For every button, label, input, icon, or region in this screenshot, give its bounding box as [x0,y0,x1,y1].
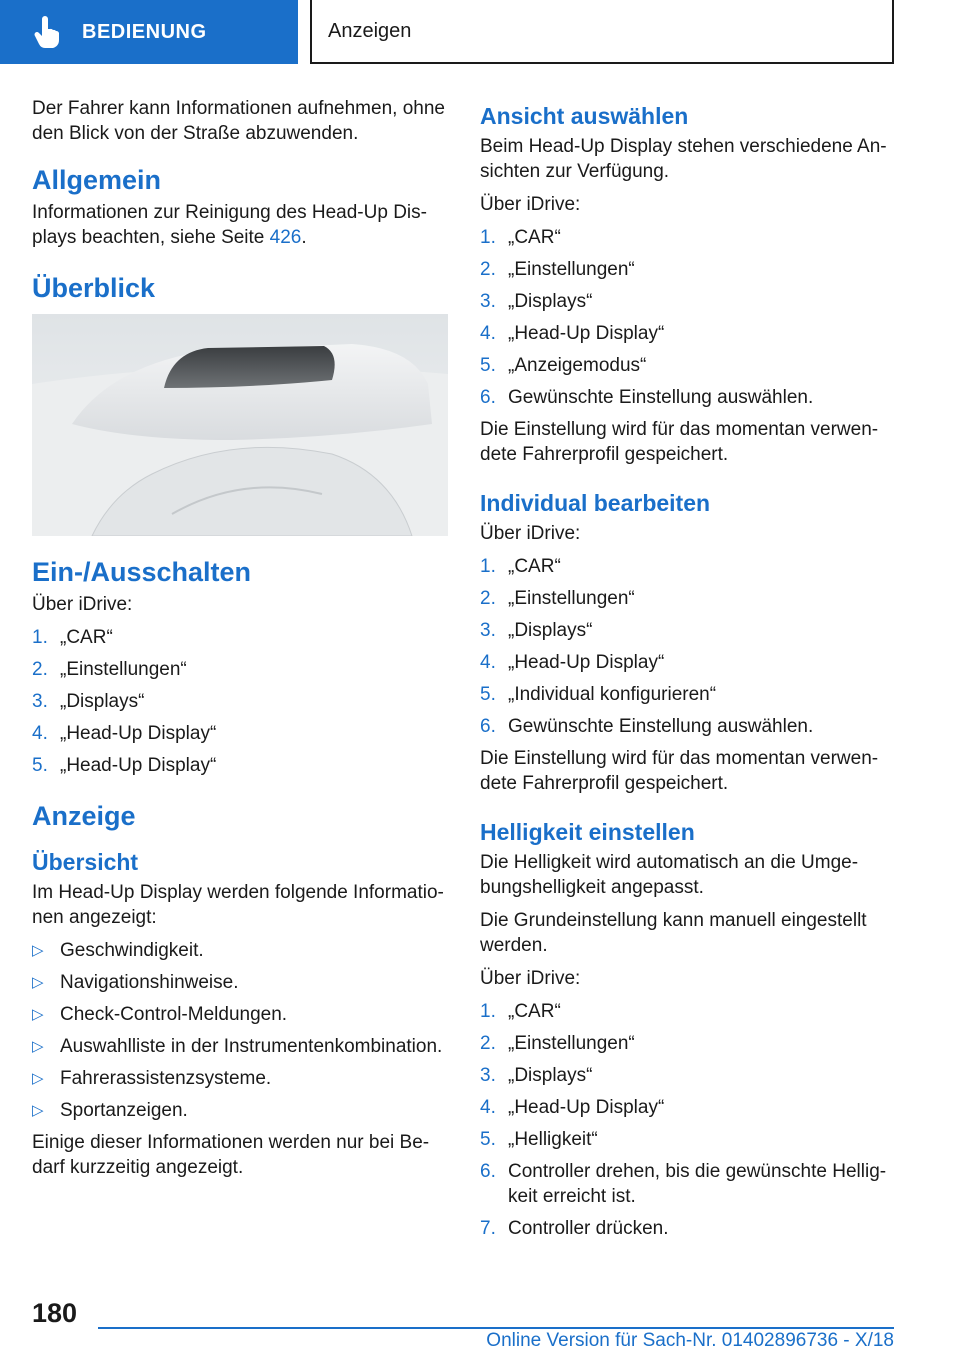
list-item: 1. „CAR“ [32,627,113,648]
list-item: 5. „Helligkeit“ [480,1129,598,1150]
anzeige-text: Im Head-Up Display werden folgende Informationen angezeigt: [32,882,444,928]
helligkeit-text1: Die Helligkeit wird automatisch an die Umgebungshelligkeit angepasst. [480,852,859,898]
list-item: 2. „Einstellungen“ [32,659,187,680]
list-item: 3. „Displays“ [480,291,593,312]
list-item: 6. Gewünschte Einstellung auswählen. [480,716,814,737]
triangle-right-icon: ▷ [32,1038,44,1055]
allgemein-text [32,200,448,250]
footer-online-version: Online Version für Sach-Nr. 01402896736 - X/18 [486,1330,894,1351]
list-item: 2. „Einstellungen“ [480,588,635,609]
individual-steps [480,554,896,739]
list-item: 3. „Displays“ [480,1065,593,1086]
individual-lead: Über iDrive: [480,523,581,544]
heading-ueberblick: Überblick [32,273,156,303]
list-item: 3. „Displays“ [480,620,593,641]
triangle-right-icon: ▷ [32,1102,44,1119]
triangle-right-icon: ▷ [32,974,44,991]
left-column [32,96,448,1188]
heading-uebersicht: Übersicht [32,849,139,875]
list-item: ▷ Auswahlliste in der Instrumentenkombination. [32,1036,443,1057]
heading-allgemein: Allgemein [32,165,162,195]
section-tab [0,0,298,64]
intro-text: Der Fahrer kann Informationen aufnehmen, ohne den Blick von der Straße abzuwenden. [32,98,445,144]
heading-ansicht: Ansicht auswählen [480,103,689,129]
helligkeit-lead: Über iDrive: [480,968,581,989]
anzeige-bullets [32,938,448,1123]
list-item: 5. „Head-Up Display“ [32,755,217,776]
list-item: 4. „Head-Up Display“ [32,723,217,744]
list-item: ▷ Check-Control-Meldungen. [32,1004,288,1025]
ein-aus-steps [32,625,448,778]
list-item: 1. „CAR“ [480,1001,561,1022]
heading-individual: Individual bearbeiten [480,490,711,516]
triangle-right-icon: ▷ [32,1006,44,1023]
section-tab-label: BEDIENUNG [82,20,207,43]
list-item: 1. „CAR“ [480,556,561,577]
helligkeit-steps [480,999,896,1241]
list-item: 2. „Einstellungen“ [480,1033,635,1054]
list-item: 6. Gewünschte Einstellung auswählen. [480,387,814,408]
hand-pointer-icon [28,12,68,52]
list-item: ▷ Geschwindigkeit. [32,940,204,961]
individual-after: Die Einstellung wird für das momentan verwendete Fahrerprofil gespeichert. [480,748,879,794]
triangle-right-icon: ▷ [32,942,44,959]
page-number: 180 [32,1298,78,1328]
ansicht-lead: Über iDrive: [480,194,581,215]
list-item: 4. „Head-Up Display“ [480,1097,665,1118]
right-column [480,96,896,1248]
heading-anzeige: Anzeige [32,801,136,831]
allgemein-text-end: . [301,227,307,248]
ansicht-text: Beim Head-Up Display stehen verschiedene Ansichten zur Verfügung. [480,136,887,182]
list-item: 3. „Displays“ [32,691,145,712]
list-item: 5. „Anzeigemodus“ [480,355,647,376]
list-item: 2. „Einstellungen“ [480,259,635,280]
list-item: 6. Controller drehen, bis die gewünschte Helligkeit erreicht ist. [480,1161,887,1207]
ansicht-after: Die Einstellung wird für das momentan verwendete Fahrerprofil gespeichert. [480,419,879,465]
page-link[interactable]: 426 [269,227,302,248]
list-item: 1. „CAR“ [480,227,561,248]
list-item: 4. „Head-Up Display“ [480,652,665,673]
list-item: 7. Controller drücken. [480,1218,669,1239]
ein-aus-lead: Über iDrive: [32,594,133,615]
list-item: ▷ Navigationshinweise. [32,972,239,993]
anzeige-after: Einige dieser Informationen werden nur bei Bedarf kurzzeitig angezeigt. [32,1132,430,1178]
list-item: 5. „Individual konfigurieren“ [480,684,717,705]
helligkeit-text2: Die Grundeinstellung kann manuell eingestellt werden. [480,910,867,956]
heading-helligkeit: Helligkeit einstellen [480,819,695,845]
heading-ein-aus: Ein-/Ausschalten [32,557,252,587]
allgemein-text-part: Informationen zur Reinigung des Head-Up Displays beachten, siehe Seite [32,202,427,248]
ansicht-steps [480,225,896,410]
chapter-title: Anzeigen [328,19,412,42]
footer-divider [98,1327,894,1329]
triangle-right-icon: ▷ [32,1070,44,1087]
list-item: 4. „Head-Up Display“ [480,323,665,344]
list-item: ▷ Fahrerassistenzsysteme. [32,1068,272,1089]
chapter-header [310,0,894,64]
list-item: ▷ Sportanzeigen. [32,1100,188,1121]
head-up-display-image [32,314,448,536]
